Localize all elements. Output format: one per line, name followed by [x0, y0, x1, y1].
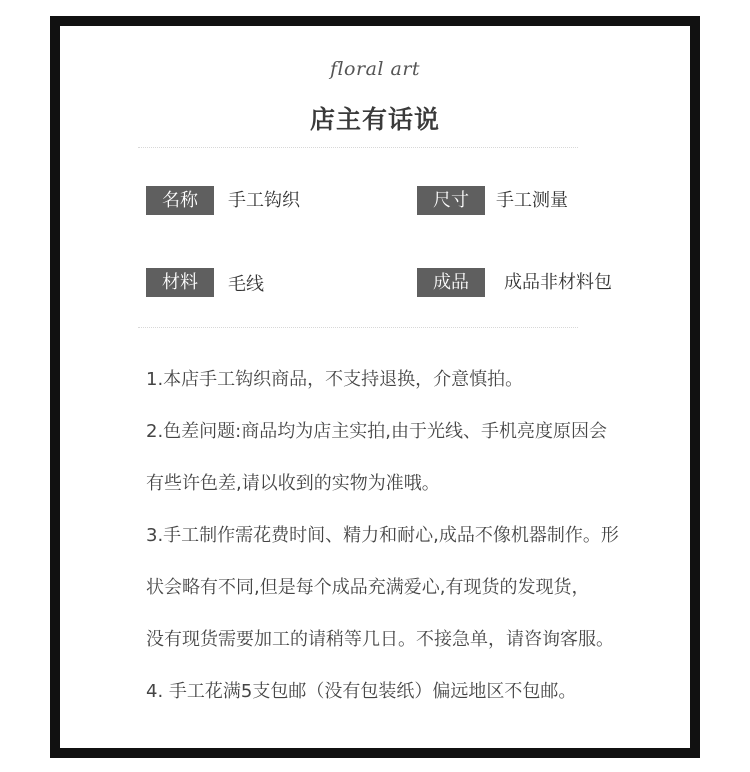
note-line-2: 2.色差问题:商品均为店主实拍,由于光线、手机亮度原因会 [146, 421, 607, 442]
note-line-5: 状会略有不同,但是每个成品充满爱心,有现货的发现货， [146, 577, 590, 598]
note-line-4: 3.手工制作需花费时间、精力和耐心,成品不像机器制作。形 [146, 525, 619, 546]
spec-label-size: 尺寸 [417, 186, 485, 215]
note-line-7: 4. 手工花满5支包邮（没有包装纸）偏远地区不包邮。 [146, 681, 577, 702]
script-title: floral art [329, 58, 421, 80]
divider-bottom [138, 327, 578, 328]
spec-label-name: 名称 [146, 186, 214, 215]
spec-value-material: 毛线 [228, 274, 264, 295]
spec-value-name: 手工钩织 [228, 190, 300, 211]
divider-top [138, 147, 578, 148]
note-line-3: 有些许色差,请以收到的实物为准哦。 [146, 473, 440, 494]
spec-value-finished: 成品非材料包 [504, 272, 612, 293]
spec-label-finished: 成品 [417, 268, 485, 297]
note-line-1: 1.本店手工钩织商品，不支持退换，介意慎拍。 [146, 369, 524, 390]
note-line-6: 没有现货需要加工的请稍等几日。不接急单，请咨询客服。 [146, 629, 614, 650]
page-title: 店主有话说 [309, 105, 440, 134]
spec-label-material: 材料 [146, 268, 214, 297]
spec-value-size: 手工测量 [496, 190, 568, 211]
